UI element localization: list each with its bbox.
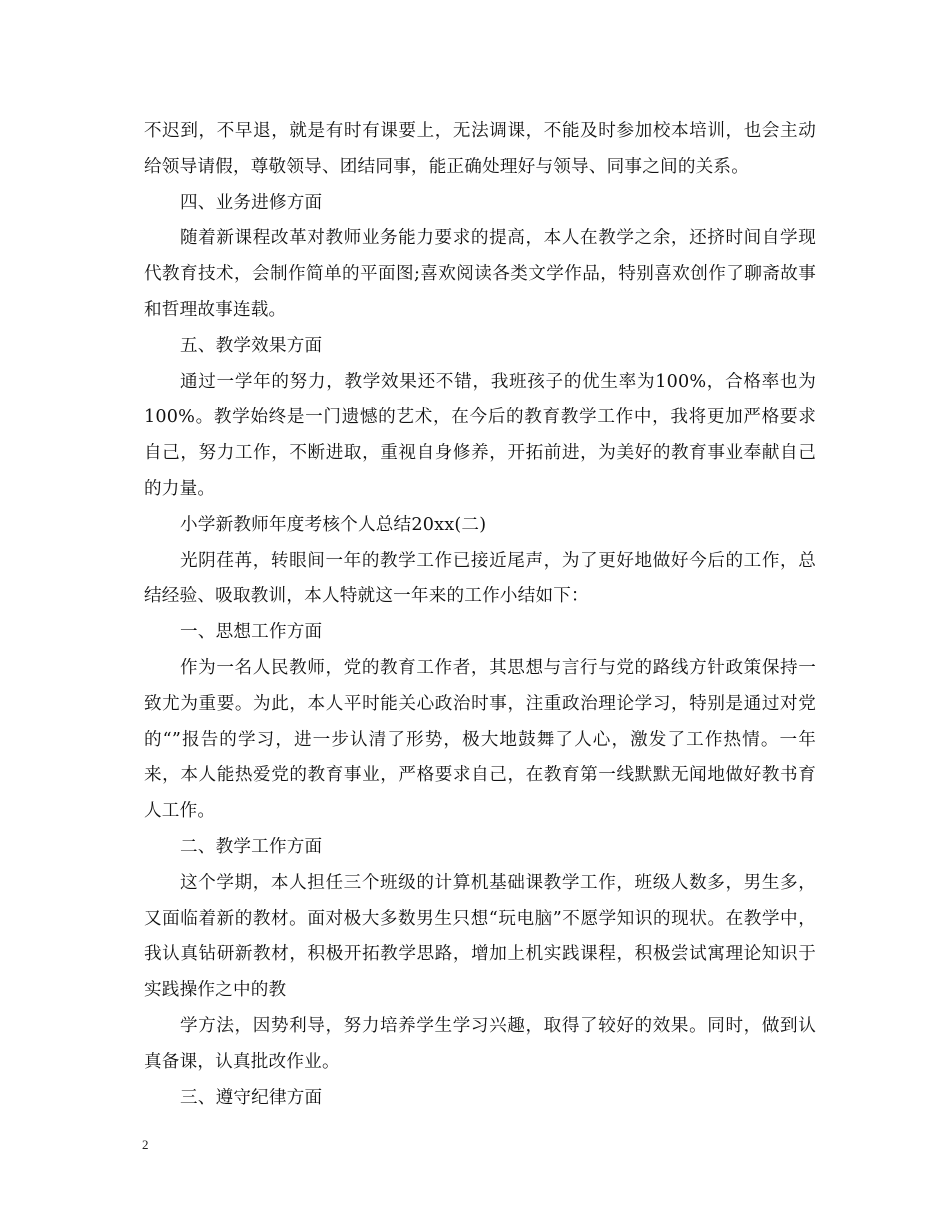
paragraph: 光阴荏苒，转眼间一年的教学工作已接近尾声，为了更好地做好今后的工作，总结经验、吸取教训，本人特就这一年来的工作小结如下： — [144, 550, 816, 607]
section-heading: 一、思想工作方面 — [180, 622, 323, 643]
section-heading: 四、业务进修方面 — [180, 192, 323, 213]
section-heading: 五、教学效果方面 — [180, 335, 323, 356]
paragraph: 随着新课程改革对教师业务能力要求的提高，本人在教学之余，还挤时间自学现代教育技术，会制作简单的平面图;喜欢阅读各类文学作品，特别喜欢创作了聊斋故事和哲理故事连载。 — [144, 228, 816, 320]
document-body — [144, 114, 816, 1116]
paragraph: 作为一名人民教师，党的教育工作者，其思想与言行与党的路线方针政策保持一致尤为重要。为此，本人平时能关心政治时事，注重政治理论学习，特别是通过对党的“”报告的学习，进一步认清了形势，极大地鼓舞了人心，激发了工作热情。一年来，本人能热爱党的教育事业，严格要求自己，在教育第一线默默无闻地做好教书育人工作。 — [144, 657, 816, 822]
paragraph: 这个学期，本人担任三个班级的计算机基础课教学工作，班级人数多，男生多，又面临着新的教材。面对极大多数男生只想“玩电脑”不愿学知识的现状。在教学中，我认真钻研新教材，积极开拓教学思路，增加上机实践课程，积极尝试寓理论知识于实践操作之中的教 — [144, 872, 816, 1001]
paragraph: 通过一学年的努力，教学效果还不错，我班孩子的优生率为100%，合格率也为100%。教学始终是一门遗憾的艺术，在今后的教育教学工作中，我将更加严格要求自己，努力工作，不断进取，重视自身修养，开拓前进，为美好的教育事业奉献自己的力量。 — [144, 371, 816, 499]
article-title: 小学新教师年度考核个人总结20xx(二) — [180, 514, 487, 535]
section-heading: 三、遵守纪律方面 — [180, 1087, 323, 1108]
paragraph: 不迟到，不早退，就是有时有课要上，无法调课，不能及时参加校本培训，也会主动给领导请假，尊敬领导、团结同事，能正确处理好与领导、同事之间的关系。 — [144, 121, 816, 177]
page-number: 2 — [142, 1137, 149, 1152]
paragraph: 学方法，因势利导，努力培养学生学习兴趣，取得了较好的效果。同时，做到认真备课，认真批改作业。 — [144, 1015, 816, 1072]
section-heading: 二、教学工作方面 — [180, 836, 323, 857]
